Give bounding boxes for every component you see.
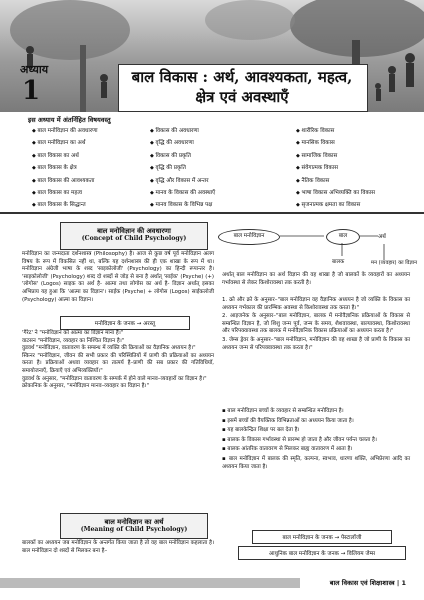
- node-behaviour-science: मन (व्यवहार) का विज्ञान: [371, 260, 417, 266]
- toc-column-1: [32, 125, 98, 212]
- toc-item: ◆ बाल विकास के क्षेत्र: [32, 162, 98, 174]
- definitions-numbered: [222, 297, 410, 352]
- toc-item: ◆ बाल विकास की आवश्यकता: [32, 175, 98, 187]
- chapter-number: 1: [22, 76, 41, 106]
- section-subtitle: (Meaning of Child Psychology): [80, 526, 188, 533]
- footer-bar: [0, 578, 300, 588]
- toc-item: ◆ बाल विकास का अर्थ: [32, 150, 98, 162]
- title-line-1: बाल विकास : अर्थ, आवश्यकता, महत्व,: [131, 68, 353, 86]
- definition: स्किनर "मनोविज्ञान, जीवन की सभी प्रकार की परिस्थितियों में प्राणी की प्रक्रियाओं का अध्ययन करता है। प्रक्रियाओं अथवा व्यवहार का तात्पर्य है–प्राणी की सब प्रकार की गतिविधियाँ, समायोजनाएँ, क्रियाएँ एवं अभिव्यक्तियाँ।": [22, 352, 214, 374]
- toc-column-2: [150, 125, 215, 212]
- toc-item: ◆ नैतिक विकास: [296, 175, 375, 187]
- toc-item: ◆ मानसिक विकास: [296, 137, 375, 149]
- footer-text: बाल विकास एवं शिक्षाशास्त्र | 1: [329, 579, 406, 587]
- toc-item: ◆ बाल विकास के सिद्धान्त: [32, 199, 98, 211]
- paragraph-meaning: बालकों का अध्ययन जब मनोविज्ञान के अन्तर्गत किया जाता है तो वह बाल मनोविज्ञान कहलाता है। बाल मनोविज्ञान दो शब्दों से मिलकर बना है–: [22, 540, 214, 554]
- diagram-father-pestalozzi: बाल मनोविज्ञान के जनक → पेस्टालॉजी: [252, 530, 392, 544]
- definition: 'गैरेट' ने "मनोविज्ञान को आत्मा का विज्ञान माना है।": [22, 330, 124, 336]
- feature-item: ▪ इसमें बच्चों की वैयक्तिक विभिन्नताओं का अध्ययन किया जाता है।: [222, 417, 354, 424]
- feature-item: ▪ बाल मनोविज्ञान में बालक की स्मृति, कल्पना, स्वभाव, धारणा शक्ति, अभिप्रेरणा आदि का अध्ययन किया जाता है।: [222, 455, 410, 470]
- toc-item: ◆ बाल विकास का महत्व: [32, 187, 98, 199]
- toc-item: ◆ वृद्धि की अवधारणा: [150, 137, 215, 149]
- node-boy: बालक: [332, 259, 345, 265]
- toc-item: ◆ वृद्धि की प्रकृति: [150, 162, 215, 174]
- definition: वाटसन "मनोविज्ञान, व्यवहार का निश्चित विज्ञान है।": [22, 337, 125, 344]
- toc-item: ◆ मानव के विकास की अवस्थाएँ: [150, 187, 215, 199]
- features-list: [222, 408, 410, 471]
- feature-item: ▪ बालक के विकास गर्भावस्था से प्रारम्भ हो जाता है और जीवन पर्यन्त चलता है।: [222, 436, 377, 443]
- toc-item: ◆ मानव विकास के विभिन्न पक्ष: [150, 199, 215, 211]
- toc-divider: [0, 212, 424, 214]
- section-title: बाल मनोविज्ञान की अवधारणा: [97, 227, 171, 235]
- toc-item: ◆ बाल मनोविज्ञान की अवधारणा: [32, 125, 98, 137]
- diagram-father-aristotle: मनोविज्ञान के जनक → अरस्तू: [60, 316, 190, 330]
- diagram-father-william-james: आधुनिक बाल मनोविज्ञान के जनक → विलियम जेम्स: [238, 546, 406, 560]
- node-meaning: अर्थ: [378, 234, 386, 240]
- definitions-list: [22, 330, 214, 391]
- toc-item: ◆ विकास की अवधारणा: [150, 125, 215, 137]
- toc-item: ◆ भाषा विकास अभिव्यक्ति का विकास: [296, 187, 375, 199]
- feature-item: ▪ बाल मनोविज्ञान बच्चों के व्यवहार से सम्बन्धित मनोविज्ञान है।: [222, 408, 344, 414]
- page-footer: [0, 576, 424, 590]
- feature-item: ▪ बालक आंतरिक वातावरण से मिलकर बाह्य वातावरण में आता है।: [222, 446, 353, 453]
- section-heading-concept: [60, 222, 208, 250]
- chapter-word: अध्याय: [20, 63, 49, 76]
- toc-item: ◆ संवेगात्मक विकास: [296, 162, 375, 174]
- feature-item: ▪ यह बालकेन्द्रित शिक्षा पर बल देता है।: [222, 427, 300, 434]
- paragraph-meaning-summary: अर्थात् बाल मनोविज्ञान का अर्थ विज्ञान की वह शाखा है जो बालकों के व्यवहारों का अध्ययन गर्भावस्था से लेकर किशोरावस्था तक करती है।: [222, 272, 410, 286]
- section-title: बाल मनोविज्ञान का अर्थ: [104, 518, 164, 526]
- title-line-2: क्षेत्र एवं अवस्थाएँ: [195, 88, 289, 106]
- toc-heading: इस अध्याय में अंतर्निहित विषयवस्तु: [28, 116, 111, 124]
- node-child-psychology: बाल मनोविज्ञान: [218, 229, 280, 245]
- definition: क्रोकानिक के अनुसार, "मनोविज्ञान मानव–व्यवहार का विज्ञान है।": [22, 383, 150, 390]
- definition: वुडवर्थ "मनोविज्ञान, वातावरण के सम्बन्ध में व्यक्ति की क्रियाओं का वैज्ञानिक अध्ययन है।": [22, 345, 196, 352]
- definition: वुडवर्थ के अनुसार, "मनोविज्ञान वातावरण के सम्पर्क में होने वाले मानव–व्यवहारों का विज्ञान है।": [22, 375, 207, 382]
- toc-column-3: [296, 125, 375, 212]
- toc-item: ◆ विकास की प्रकृति: [150, 150, 215, 162]
- numbered-definition: 3. जेम्स ड्रेवर के अनुसार–"बाल मनोविज्ञान, मनोविज्ञान की वह शाखा है जो प्राणी के विकास का अध्ययन जन्म से परिपक्वावस्था तक करता है।": [222, 336, 410, 351]
- chapter-title: [120, 67, 364, 107]
- toc-item: ◆ शारीरिक विकास: [296, 125, 375, 137]
- toc-item: ◆ सृजनात्मक क्षमता का विकास: [296, 199, 375, 211]
- toc-item: ◆ वृद्धि और विकास में अन्तर: [150, 175, 215, 187]
- numbered-definition: 2. आइजनेक के अनुसार–"बाल मनोविज्ञान, बालक में मनोवैज्ञानिक प्रक्रियाओं के विकास से सम्बन्धित विज्ञान है, जो शिशु जन्म पूर्व, जन्म के समय, शैशवावस्था, बाल्यावस्था, किशोरावस्था और परिपक्वावस्था तक बालक में मनोवैज्ञानिक विकास प्रक्रियाओं का अध्ययन करता है।": [222, 313, 410, 335]
- section-subtitle: (Concept of Child Psychology): [81, 235, 187, 242]
- toc-item: ◆ बाल मनोविज्ञान का अर्थ: [32, 137, 98, 149]
- section-heading-meaning: [60, 513, 208, 539]
- numbered-definition: 1. क्रो और क्रो के अनुसार–"बाल मनोविज्ञान वह वैज्ञानिक अध्ययन है जो व्यक्ति के विकास का अध्ययन गर्भकाल की प्रारम्भिक अवस्था से किशोरावस्था तक करता है।": [222, 297, 410, 311]
- node-child: बाल: [326, 229, 360, 245]
- toc-item: ◆ सामाजिक विकास: [296, 150, 375, 162]
- paragraph-intro: मनोविज्ञान का जन्मदाता दर्शनशास्त्र (Philosophy) है। आज से कुछ वर्ष पूर्व मनोविज्ञान अलग विषय के रूप में विकसित नहीं था, बल्कि यह दर्शनशास्त्र की ही एक शाखा के रूप में था। मनोविज्ञान अंग्रेजी भाषा के शब्द 'साइकोलोजी' (Psychology) का हिन्दी रूपान्तर है। 'साइकोलोजी' (Psychology) शब्द दो शब्दों से जोड़ से बना है अर्थात् 'साईक' (Psyche) (+) 'लोगोस' (Logos) साइक का अर्थ है- आत्मा तथा लोगोस का अर्थ है- विज्ञान अर्थात् इसका अभिप्राय यह हुआ कि 'आत्मा का विज्ञान'। साईक (Psyche) + लोगोस (Logos) साईकलोजी (Psychology) आत्मा का विज्ञान।: [22, 251, 214, 303]
